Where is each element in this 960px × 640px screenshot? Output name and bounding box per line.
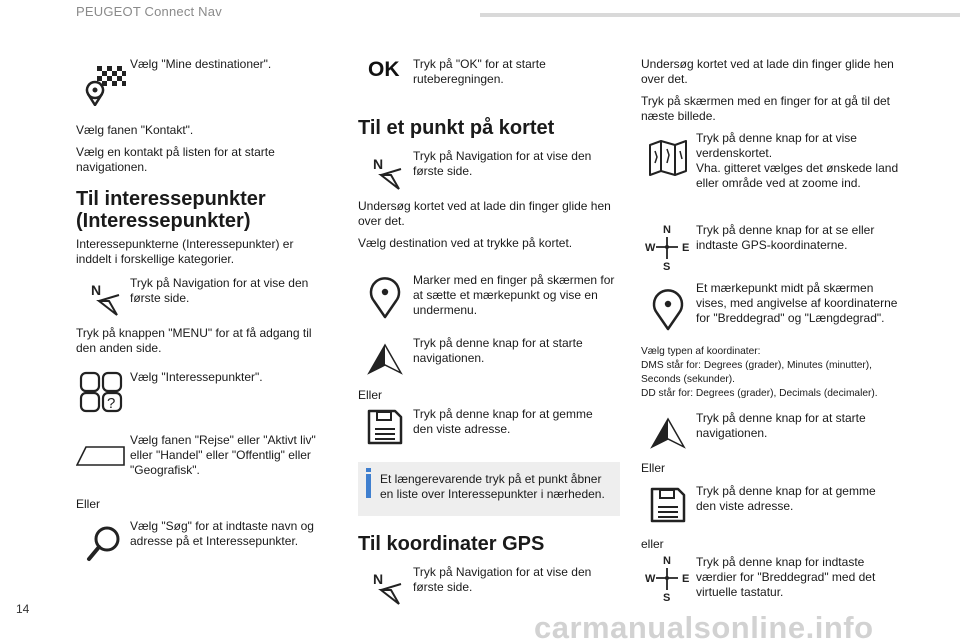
info-icon-dot — [366, 468, 371, 472]
heading-interessepunkter: Til interessepunkter (Interessepunkter) — [76, 188, 266, 232]
nav-letter: N — [373, 571, 384, 587]
save-icon — [643, 482, 693, 528]
text-fanen-kontakt: Vælg fanen "Kontakt". — [76, 123, 194, 137]
compass-e: E — [682, 242, 690, 254]
text-tryk-navigation-2: Tryk på Navigation for at vise den første side. — [413, 149, 592, 178]
column-3 — [641, 0, 909, 603]
compass-n: N — [663, 555, 671, 567]
text-undersog-kortet-2: Undersøg kortet ved at lade din finger glide hen over det. — [641, 57, 894, 86]
navigation-arrow-icon — [362, 565, 412, 611]
text-valg-fanen-rejse: Vælg fanen "Rejse" eller "Aktivt liv" eller "Handel" eller "Offentlig" eller "Geografisk". — [130, 433, 316, 477]
text-interessepunkter-intro: Interessepunkterne (Interessepunkter) er inddelt i forskellige kategorier. — [76, 237, 294, 266]
poi-category-icon — [78, 370, 128, 416]
compass-s: S — [663, 592, 671, 603]
svg-text:?: ? — [107, 395, 116, 412]
world-map-icon — [643, 134, 693, 180]
compass-e: E — [682, 573, 690, 585]
nav-letter: N — [91, 282, 102, 298]
search-icon — [80, 520, 130, 566]
info-box — [358, 462, 620, 516]
heading-koordinater-gps: Til koordinater GPS — [358, 533, 545, 555]
compass-w: W — [645, 242, 656, 254]
text-mine-destinationer: Vælg "Mine destinationer". — [130, 57, 272, 71]
compass-s: S — [663, 261, 671, 272]
info-text: Et længerevarende tryk på et punkt åbner en liste over Interessepunkter i nærheden. — [380, 472, 605, 501]
text-koordinat-typer: Vælg typen af koordinater: DMS står for: Degrees (grader), Minutes (minutter), Seconds (sekunder). DD står for: Degrees (grader), Decimals (decimaler). — [641, 346, 878, 399]
text-marker-finger: Marker med en finger på skærmen for at sætte et mærkepunkt og vise en undermenu. — [413, 273, 615, 317]
text-eller-4: eller — [641, 537, 664, 551]
text-verdenskortet: Tryk på denne knap for at vise verdenskortet. Vha. gitteret vælges det ønskede land eller område ved at zoome ind. — [696, 131, 899, 190]
text-eller-1: Eller — [76, 497, 101, 511]
column-2 — [358, 0, 620, 600]
map-pin-icon — [643, 286, 693, 332]
text-indtaste-breddegrad: Tryk på denne knap for indtaste værdier for "Breddegrad" med det virtuelle tastatur. — [696, 555, 876, 599]
text-start-navigation: Tryk på denne knap for at starte navigationen. — [413, 336, 583, 365]
text-valg-destination: Vælg destination ved at trykke på kortet. — [358, 236, 573, 250]
ok-icon: OK — [368, 58, 400, 81]
map-pin-icon — [360, 274, 410, 320]
text-undersog-kortet: Undersøg kortet ved at lade din finger glide hen over det. — [358, 199, 611, 228]
text-tryk-navigation: Tryk på Navigation for at vise den første side. — [130, 276, 309, 305]
compass-w: W — [645, 573, 656, 585]
text-naeste-billede: Tryk på skærmen med en finger for at gå til det næste billede. — [641, 94, 890, 123]
text-eller-2: Eller — [358, 388, 383, 402]
navigation-arrow-icon — [362, 150, 412, 196]
text-gem-adresse-2: Tryk på denne knap for at gemme den viste adresse. — [696, 484, 876, 513]
tab-outline-icon — [76, 432, 126, 478]
text-tryk-navigation-3: Tryk på Navigation for at vise den første side. — [413, 565, 592, 594]
info-icon — [366, 474, 371, 498]
column-1 — [76, 0, 338, 600]
compass-gps-icon — [641, 222, 695, 272]
heading-punkt-kortet: Til et punkt på kortet — [358, 117, 555, 139]
text-knappen-menu: Tryk på knappen "MENU" for at få adgang til den anden side. — [76, 326, 312, 355]
text-valg-kontakt: Vælg en kontakt på listen for at starte navigationen. — [76, 145, 275, 174]
save-icon — [360, 404, 410, 450]
text-start-navigation-2: Tryk på denne knap for at starte navigationen. — [696, 411, 866, 440]
start-navigation-icon — [360, 336, 410, 382]
text-gem-adresse: Tryk på denne knap for at gemme den viste adresse. — [413, 407, 593, 436]
checkered-flag-pin-icon — [80, 62, 130, 108]
compass-n: N — [663, 224, 671, 236]
compass-gps-icon — [641, 553, 695, 603]
text-maerkepunkt: Et mærkepunkt midt på skærmen vises, med angivelse af koordinaterne for "Breddegrad" og "Længdegrad". — [696, 281, 898, 325]
nav-letter: N — [373, 156, 384, 172]
navigation-arrow-icon — [80, 276, 130, 322]
page-number: 14 — [16, 602, 30, 616]
text-eller-3: Eller — [641, 461, 666, 475]
watermark: carmanualsonline.info — [534, 610, 874, 640]
start-navigation-icon — [643, 410, 693, 456]
header-title: PEUGEOT Connect Nav — [76, 4, 222, 19]
text-valg-sog: Vælg "Søg" for at indtaste navn og adresse på et Interessepunkter. — [130, 519, 314, 548]
text-valg-interessepunkter: Vælg "Interessepunkter". — [130, 370, 263, 384]
text-tryk-ok: Tryk på "OK" for at starte ruteberegningen. — [413, 57, 546, 86]
text-gps-koordinater: Tryk på denne knap for at se eller indtaste GPS-koordinaterne. — [696, 223, 875, 252]
